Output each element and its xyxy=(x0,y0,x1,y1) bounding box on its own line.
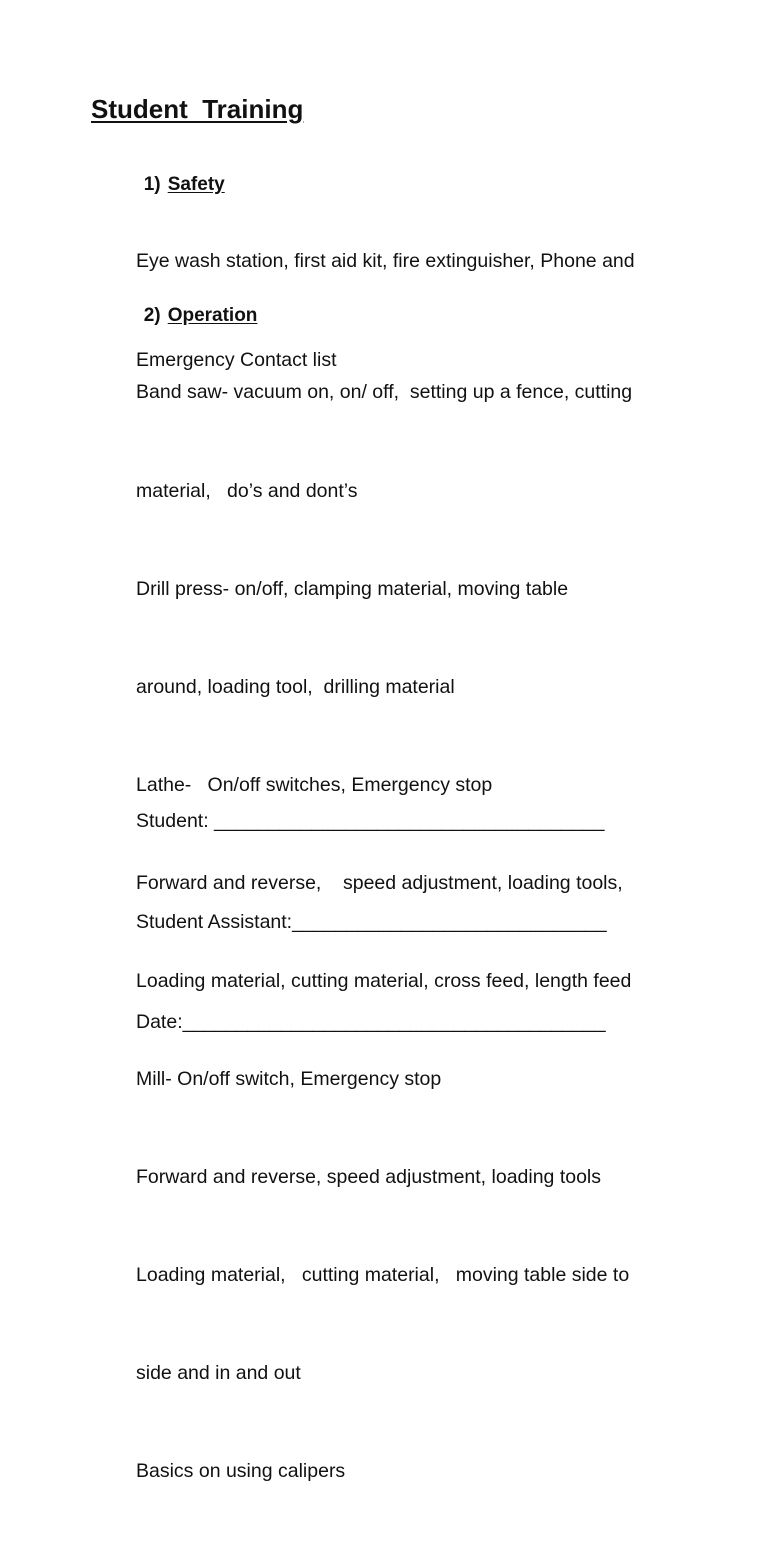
body-line: Loading material, cutting material, moving table side to xyxy=(136,1264,630,1287)
body-line: Forward and reverse, speed adjustment, loading tools xyxy=(136,1166,602,1189)
body-line: Loading material, cutting material, cross feed, length feed xyxy=(136,969,632,992)
body-line: around, loading tool, drilling material xyxy=(136,675,455,698)
body-line: Basics on using calipers xyxy=(136,1460,346,1483)
body-line: side and in and out xyxy=(136,1362,301,1385)
section-title: Safety xyxy=(167,174,225,195)
date-line[interactable]: Date:_______________________________________ xyxy=(136,1011,606,1033)
body-line: Eye wash station, first aid kit, fire extinguisher, Phone and xyxy=(136,250,635,273)
body-line: Drill press- on/off, clamping material, moving table xyxy=(136,577,569,600)
body-line: Band saw- vacuum on, on/ off, setting up a fence, cutting xyxy=(136,381,633,404)
section-title: Operation xyxy=(167,305,258,326)
body-line: Lathe- On/off switches, Emergency stop xyxy=(136,773,493,796)
body-line: Forward and reverse, speed adjustment, loading tools, xyxy=(136,871,623,894)
page-title: Student Training xyxy=(91,94,304,124)
body-line: Mill- On/off switch, Emergency stop xyxy=(136,1068,442,1091)
body-line: material, do’s and dont’s xyxy=(136,479,358,502)
student-signature-line[interactable]: Student: ____________________________________ xyxy=(136,810,605,832)
section-number: 1) xyxy=(143,174,161,195)
student-assistant-signature-line[interactable]: Student Assistant:_____________________________ xyxy=(136,910,607,933)
signature-block xyxy=(136,738,607,1107)
body-line: Emergency Contact list xyxy=(136,348,337,371)
section-number: 2) xyxy=(143,305,161,326)
